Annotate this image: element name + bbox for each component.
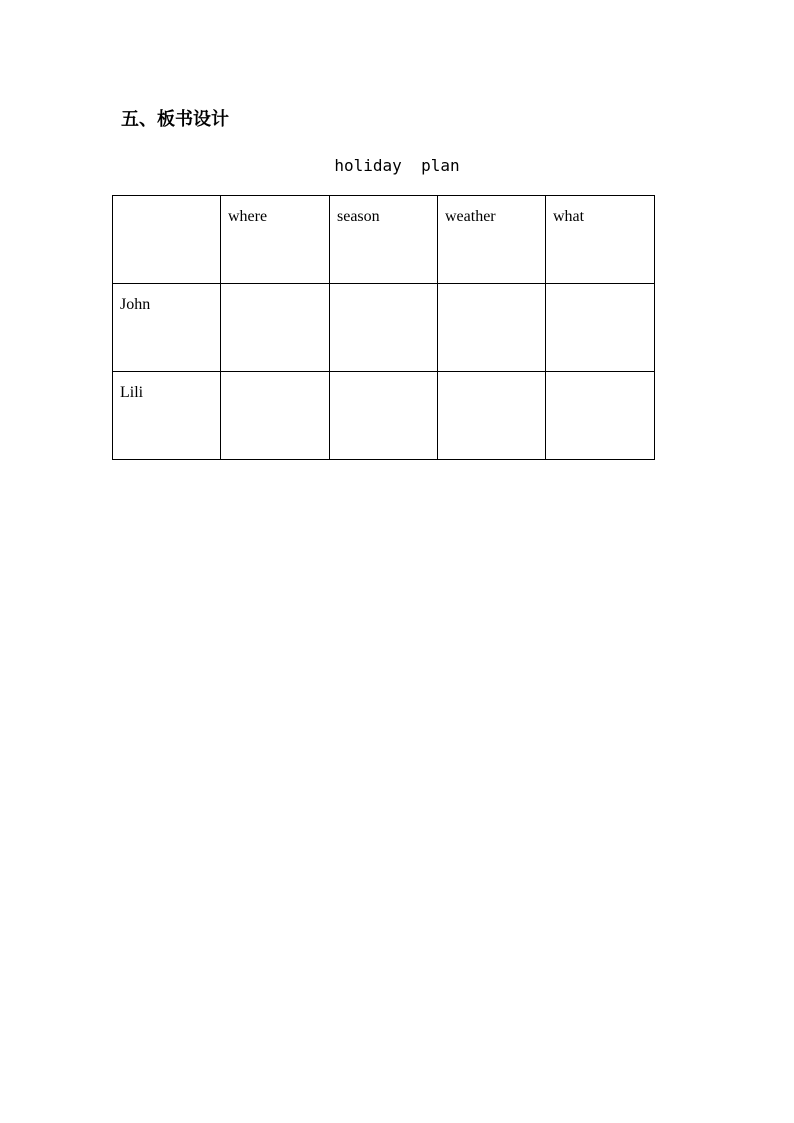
table-caption: holiday plan: [334, 156, 460, 175]
table-row: [113, 372, 655, 460]
table-cell: [221, 372, 330, 460]
table-cell: [438, 284, 546, 372]
header-cell-what: what: [546, 196, 655, 284]
header-cell-season: season: [330, 196, 438, 284]
table-cell: [330, 372, 438, 460]
table-cell: [546, 372, 655, 460]
table-cell: [330, 284, 438, 372]
row-label-lili: Lili: [113, 372, 221, 460]
table-cell: [438, 372, 546, 460]
table-cell: [546, 284, 655, 372]
table-row: [113, 284, 655, 372]
table-cell: [221, 284, 330, 372]
header-cell-weather: weather: [438, 196, 546, 284]
section-heading: 五、板书设计: [121, 109, 229, 130]
header-cell-where: where: [221, 196, 330, 284]
table-header-row: [113, 196, 655, 284]
row-label-john: John: [113, 284, 221, 372]
header-cell-blank: [113, 196, 221, 284]
holiday-plan-table: [112, 195, 655, 460]
